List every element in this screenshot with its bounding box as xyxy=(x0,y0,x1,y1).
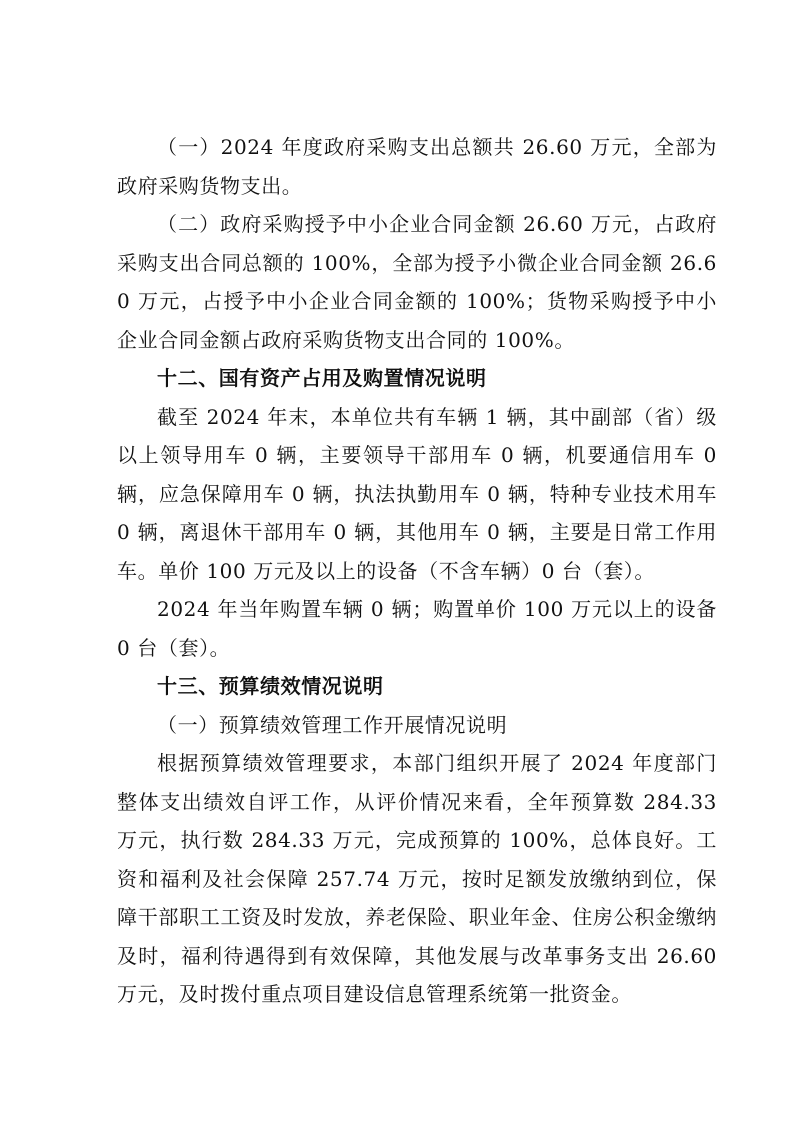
paragraph-performance-evaluation: 根据预算绩效管理要求，本部门组织开展了 2024 年度部门整体支出绩效自评工作，从评价情况来看，全年预算数 284.33 万元，执行数 284.33 万元，完成预算的 100%，总体良好。工资和福利及社会保障 257.74 万元，按时足额发放缴纳到位，保障干部职工工资及时发放，养老保险、职业年金、住房公积金缴纳及时，福利待遇得到有效保障，其他发展与改革事务支出 26.60 万元，及时拨付重点项目建设信息管理系统第一批资金。 xyxy=(117,751,717,1006)
subheading-performance-management: （一）预算绩效管理工作开展情况说明 xyxy=(157,712,508,737)
paragraph-vehicles: 截至 2024 年末，本单位共有车辆 1 辆，其中副部（省）级以上领导用车 0 辆，主要领导干部用车 0 辆，机要通信用车 0 辆，应急保障用车 0 辆，执法执勤用车 0 辆，特种专业技术用车 0 辆，离退休干部用车 0 辆，其他用车 0 辆，主要是日常工作用车。单价 100 万元及以上的设备（不含车辆）0 台（套）。 xyxy=(117,404,717,583)
document-body xyxy=(117,128,717,1014)
section-heading-13: 十三、预算绩效情况说明 xyxy=(157,674,384,698)
paragraph-purchases: 2024 年当年购置车辆 0 辆；购置单价 100 万元以上的设备 0 台（套）。 xyxy=(117,597,717,660)
paragraph-sme-contracts: （二）政府采购授予中小企业合同金额 26.60 万元，占政府采购支出合同总额的 100%，全部为授予小微企业合同金额 26.60 万元，占授予中小企业合同金额的 100%；货物采购授予中小企业合同金额占政府采购货物支出合同的 100%。 xyxy=(117,212,717,352)
section-heading-12: 十二、国有资产占用及购置情况说明 xyxy=(157,366,487,390)
paragraph-procurement-total: （一）2024 年度政府采购支出总额共 26.60 万元，全部为政府采购货物支出。 xyxy=(117,135,717,198)
